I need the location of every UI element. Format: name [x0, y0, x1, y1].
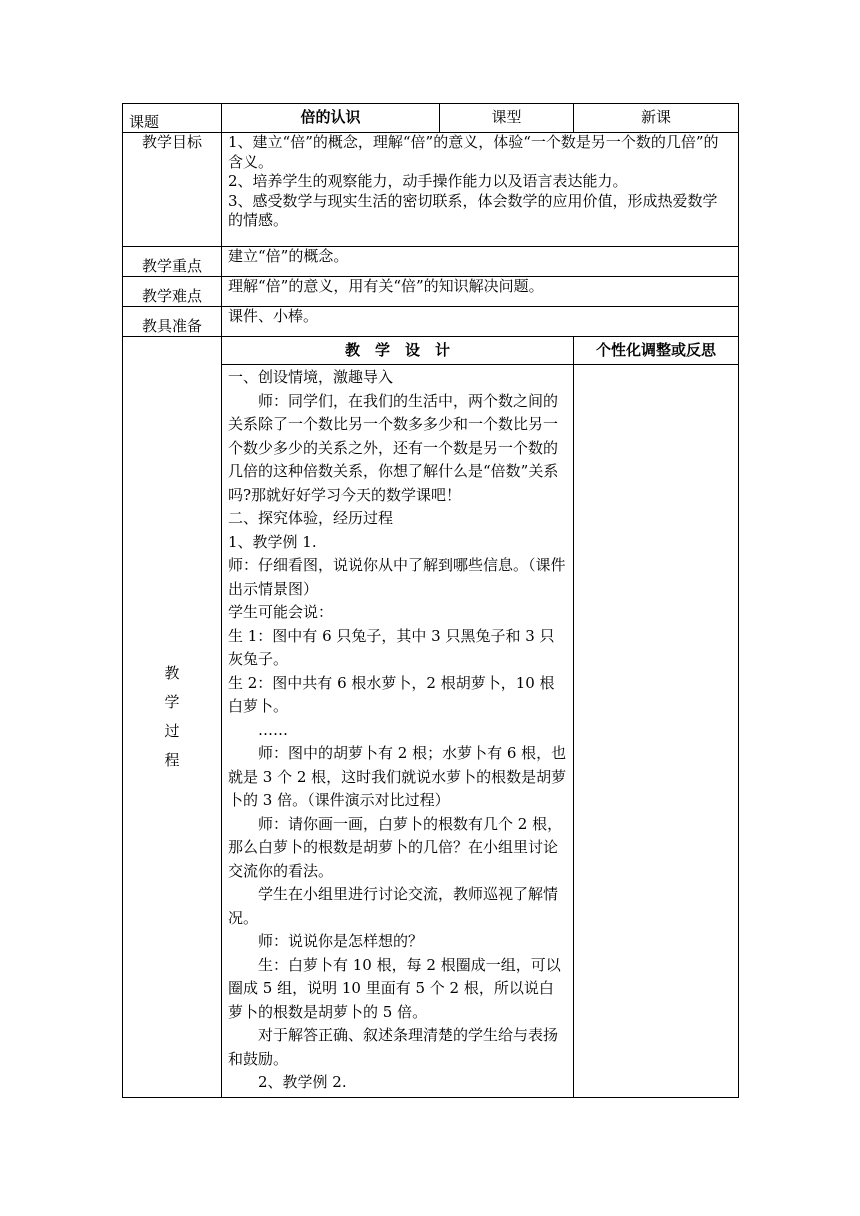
design-header: 教 学 设 计: [222, 337, 574, 365]
lesson-type-label: 课型: [440, 104, 574, 133]
goals-label: 教学目标: [123, 133, 222, 247]
key-point-row: [123, 247, 739, 277]
design-paragraph: 一、创设情境，激趣导入: [228, 368, 394, 386]
reflection-header: 个性化调整或反思: [574, 337, 739, 365]
difficulty-row: [123, 277, 739, 307]
design-content: [222, 365, 574, 1098]
process-label-char: 教: [164, 663, 180, 682]
goal-item: 3、感受数学与现实生活的密切联系，体会数学的应用价值，形成热爱数学的情感。: [228, 191, 718, 229]
design-paragraph: 师：图中的胡萝卜有 2 根；水萝卜有 6 根，也就是 3 个 2 根，这时我们就说水萝卜的根数是胡萝卜的 3 倍。（课件演示对比过程）: [228, 744, 567, 809]
topic-label: 课题: [123, 104, 222, 133]
goals-row: [123, 133, 739, 247]
process-label: [123, 337, 222, 1098]
design-paragraph: 学生可能会说：: [228, 603, 334, 621]
process-label-char: 过: [164, 721, 180, 740]
design-paragraph: 师：仔细看图，说说你从中了解到哪些信息。（课件出示情景图）: [228, 556, 566, 598]
design-paragraph: 二、探究体验，经历过程: [228, 509, 394, 527]
design-paragraph: 生 2：图中共有 6 根水萝卜，2 根胡萝卜，10 根白萝卜。: [228, 673, 555, 715]
key-point-label: 教学重点: [123, 247, 222, 277]
goals-content: [222, 133, 739, 247]
process-label-char: 程: [164, 750, 180, 769]
design-paragraph: 生：白萝卜有 10 根，每 2 根圈成一组，可以圈成 5 组，说明 10 里面有 5 个 2 根，所以说白萝卜的根数是胡萝卜的 5 倍。: [228, 955, 561, 1021]
tools-label: 教具准备: [123, 307, 222, 337]
difficulty-label: 教学难点: [123, 277, 222, 307]
design-paragraph: 师：请你画一画，白萝卜的根数有几个 2 根，那么白萝卜的根数是胡萝卜的几倍？在小组里讨论交流你的看法。: [228, 814, 563, 880]
design-paragraph: 对于解答正确、叙述条理清楚的学生给与表扬和鼓励。: [228, 1026, 559, 1068]
design-paragraph: 生 1：图中有 6 只兔子，其中 3 只黑兔子和 3 只灰兔子。: [228, 626, 555, 668]
difficulty-text: 理解“倍”的意义，用有关“倍”的知识解决问题。: [222, 277, 739, 307]
design-paragraph: ……: [258, 720, 288, 739]
tools-row: [123, 307, 739, 337]
goal-item: 1、建立“倍”的概念，理解“倍”的意义，体验“一个数是另一个数的几倍”的含义。: [228, 133, 719, 171]
key-point-text: 建立“倍”的概念。: [222, 247, 739, 277]
lesson-type-value: 新课: [574, 104, 739, 133]
design-paragraph: 2、教学例 2.: [258, 1073, 347, 1091]
topic-title: 倍的认识: [222, 104, 440, 133]
lesson-plan-table: [122, 103, 739, 1098]
goal-item: 2、培养学生的观察能力，动手操作能力以及语言表达能力。: [228, 172, 628, 190]
design-paragraph: 师：说说你是怎样想的？: [258, 932, 424, 950]
process-label-char: 学: [164, 692, 180, 711]
title-row: [123, 104, 739, 133]
tools-text: 课件、小棒。: [222, 307, 739, 337]
design-header-row: [123, 337, 739, 365]
reflection-cell: [574, 365, 739, 1098]
design-paragraphs: [228, 366, 567, 1095]
design-paragraph: 师：同学们，在我们的生活中，两个数之间的关系除了一个数比另一个数多多少和一个数比另一个数少多少的关系之外，还有一个数是另一个数的几倍的这种倍数关系，你想了解什么是“倍数”关系吗?那就好好学习今天的数学课吧！: [228, 391, 559, 504]
design-paragraph: 学生在小组里进行讨论交流，教师巡视了解情况。: [228, 885, 559, 927]
design-paragraph: 1、教学例 1.: [228, 532, 317, 551]
